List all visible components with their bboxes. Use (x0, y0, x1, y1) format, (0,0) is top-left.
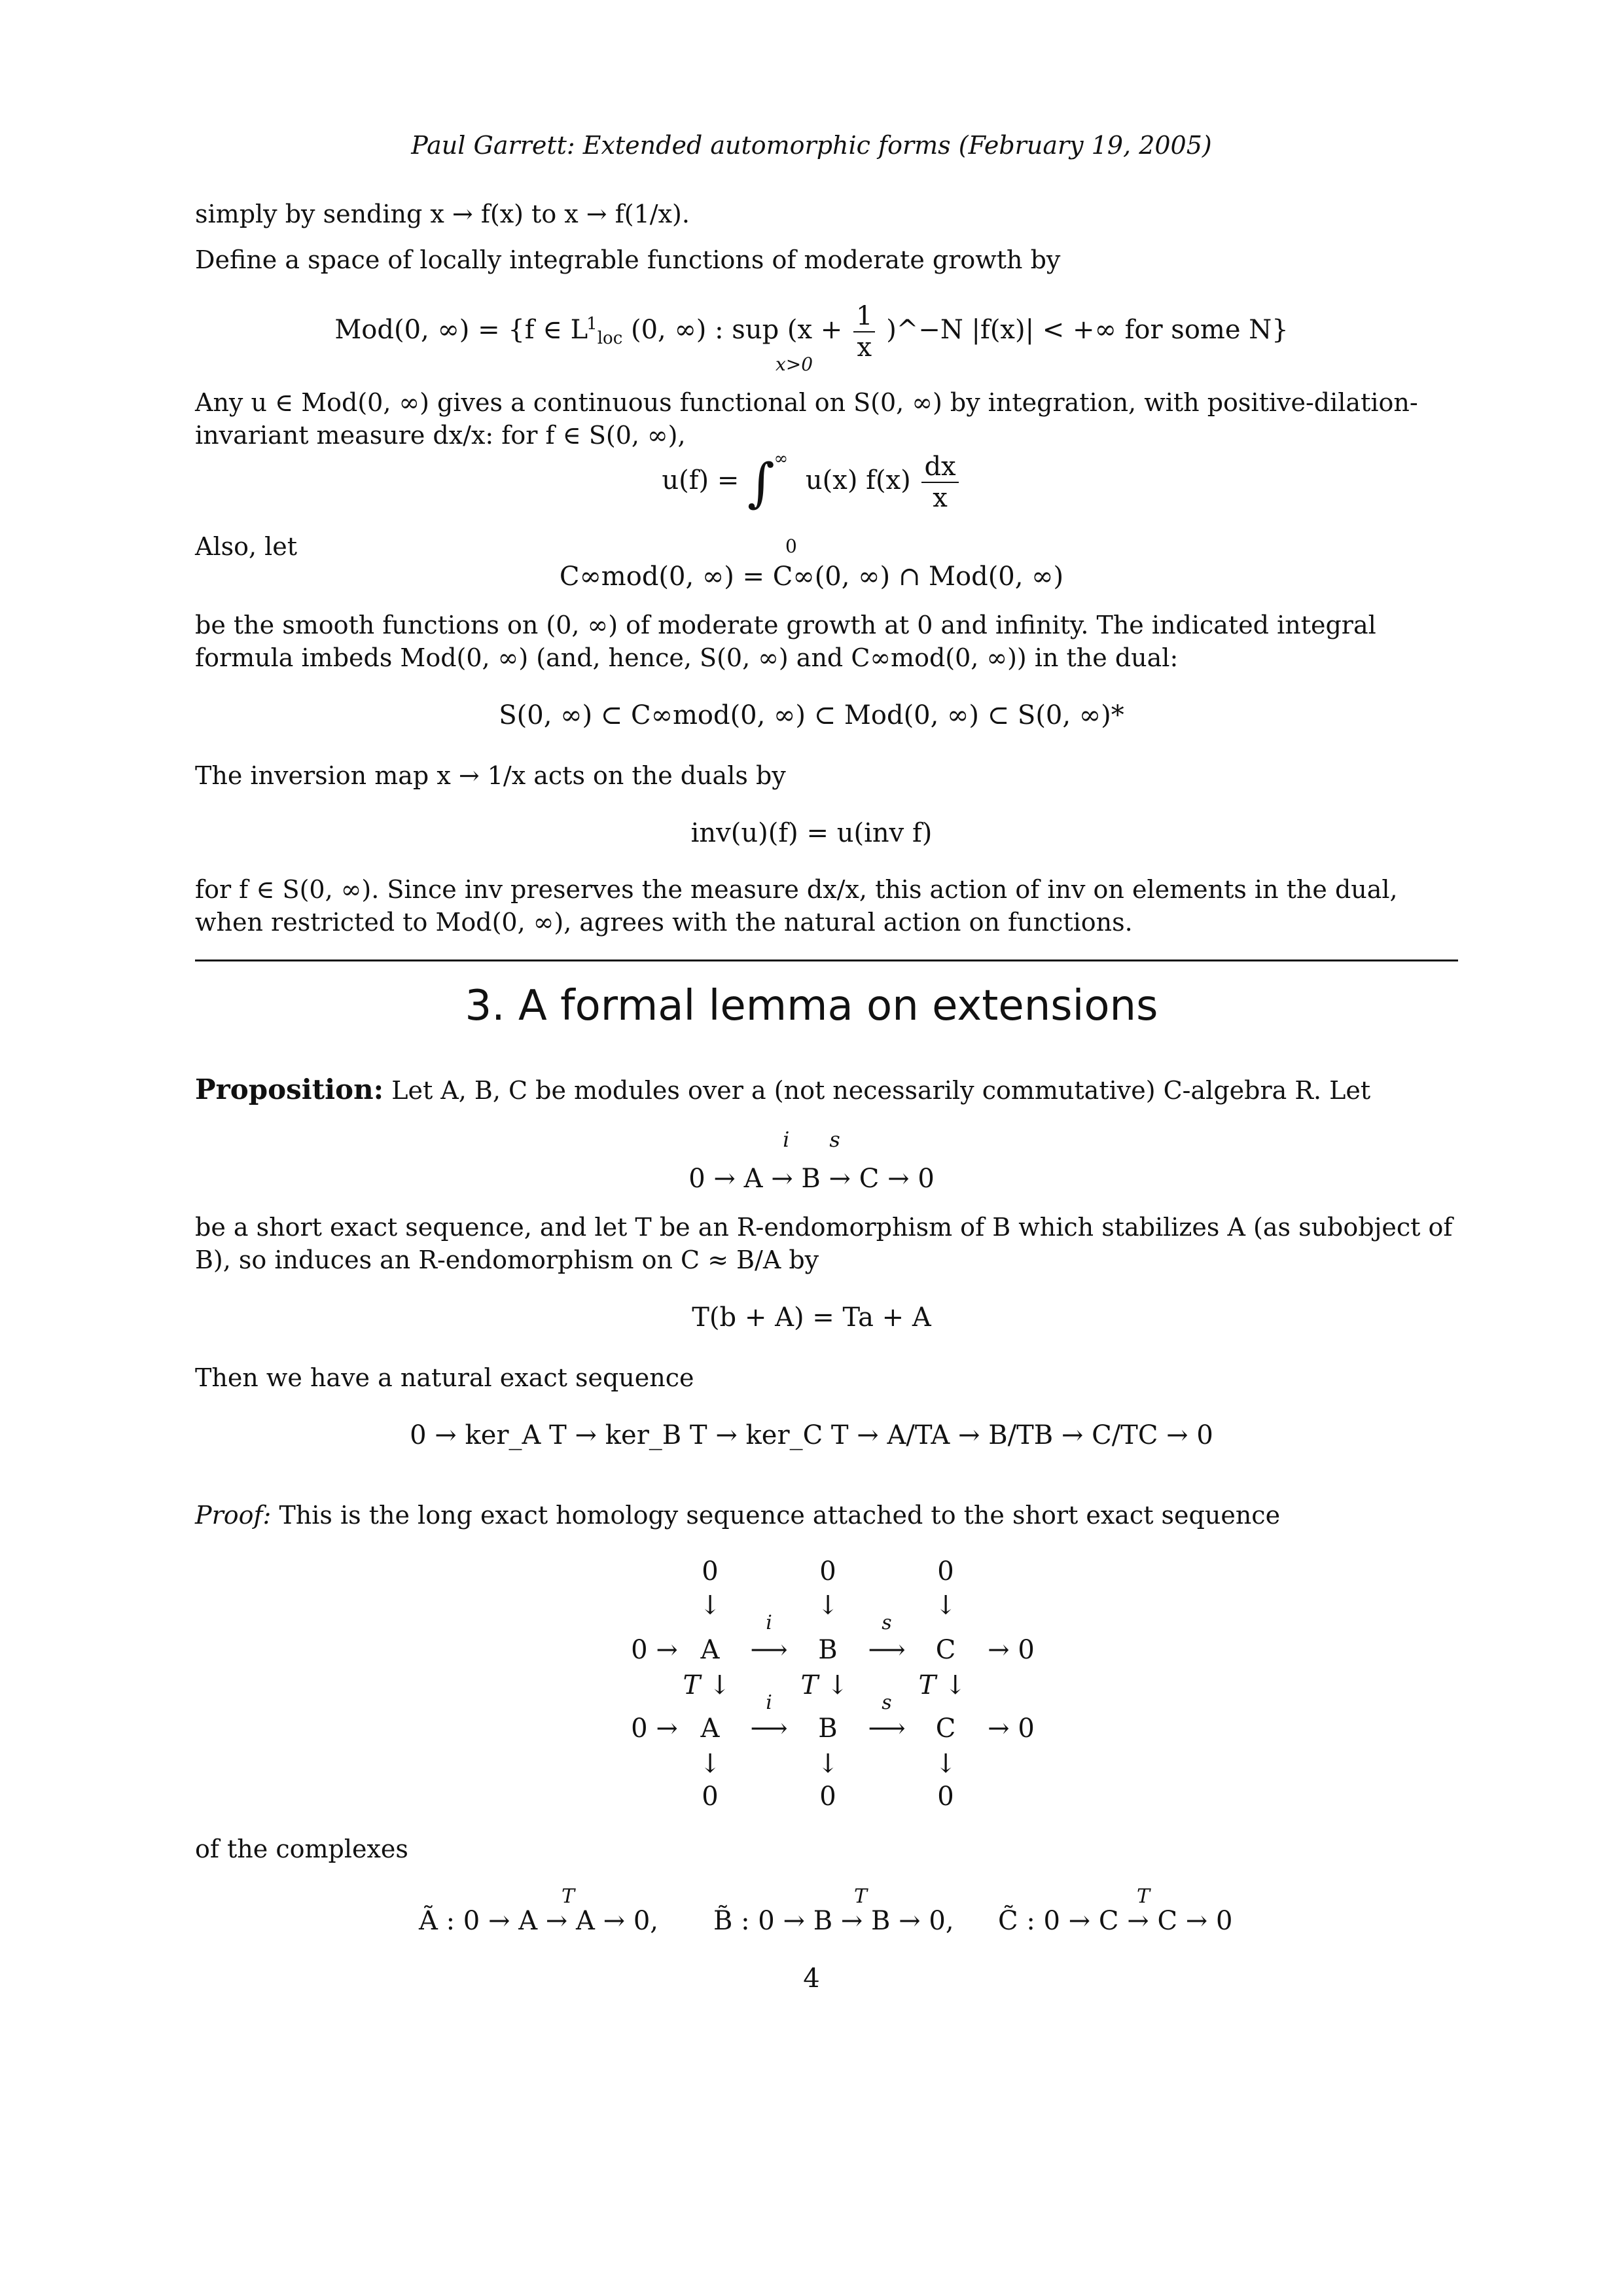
eq-mod-sup-subscript: x>0 (776, 353, 813, 375)
diagram-label-i: i (766, 1691, 772, 1714)
diagram-B: B (818, 1635, 838, 1665)
diagram-T-down: T ↓ (918, 1670, 967, 1700)
equation-T-action: T(b + A) = Ta + A (692, 1302, 931, 1333)
paragraph-7: for f ∈ S(0, ∞). Since inv preserves the measure dx/x, this action of inv on elements in the dual, when restricted to Mod(0, ∞), agrees with the natural action on functions. (195, 875, 1398, 937)
proposition-label: Proposition: (195, 1073, 384, 1105)
diagram-arrow-i: ⟶ (750, 1713, 788, 1744)
page-number: 4 (803, 1964, 820, 1994)
diagram-zero-bottom-b: 0 (819, 1782, 836, 1812)
diagram-row2-left: 0 → (631, 1713, 678, 1744)
diagram-C: C (935, 1713, 956, 1744)
diagram-zero-bottom-a: 0 (702, 1782, 719, 1812)
proof-text: This is the long exact homology sequence attached to the short exact sequence (279, 1501, 1281, 1530)
paragraph-1: simply by sending x → f(x) to x → f(1/x). (195, 200, 690, 228)
complex-c: C̃ : 0 → C → C → 0 (998, 1906, 1233, 1936)
diagram-A: A (700, 1713, 720, 1744)
sequence-map-labels: i s (783, 1127, 840, 1152)
diagram-A: A (700, 1635, 720, 1665)
paragraph-4: Also, let (195, 532, 298, 561)
eq-mod-mid: (0, ∞) : sup (x + (630, 315, 843, 345)
eq-mod-loc: loc (597, 329, 623, 348)
paragraph-9: Then we have a natural exact sequence (195, 1363, 694, 1392)
equation-mod-definition: Mod(0, ∞) = {f ∈ $L^1_{loc}$ (0, ∞) : sup (x + $\frac{1}{x}$ )^−N |f(x)| < +∞ for some N} (334, 301, 1289, 363)
diagram-arrow-i: ⟶ (750, 1635, 788, 1665)
equation-inclusion-chain: S(0, ∞) ⊂ C∞mod(0, ∞) ⊂ Mod(0, ∞) ⊂ S(0, ∞)* (499, 700, 1124, 730)
section-title: 3. A formal lemma on extensions (465, 982, 1158, 1030)
diagram-down-arrow: ↓ (817, 1590, 839, 1621)
integral-lower-limit: 0 (785, 535, 797, 557)
paragraph-5: be the smooth functions on (0, ∞) of moderate growth at 0 and infinity. The indicated integral formula imbeds Mod(0, ∞) (and, hence, S(0, ∞) and C∞mod(0, ∞)) in the dual: (195, 611, 1376, 672)
complex-a-T-label: T (562, 1885, 575, 1908)
diagram-down-arrow: ↓ (935, 1590, 957, 1621)
equation-inversion: inv(u)(f) = u(inv f) (690, 818, 933, 848)
equation-integral: u(f) = ∫ ∞ u(x) f(x) $\frac{dx}{x}$ (0, 452, 1623, 513)
diagram-down-arrow: ↓ (699, 1590, 721, 1621)
diagram-T-down: T ↓ (683, 1670, 731, 1700)
paragraph-8: be a short exact sequence, and let T be an R-endomorphism of B which stabilizes A (as subobject of B), so induces an R-endomorphism on C ≈ B/A by (195, 1213, 1453, 1274)
diagram-down-arrow: ↓ (935, 1749, 957, 1779)
paragraph-6: The inversion map x → 1/x acts on the duals by (195, 761, 786, 790)
diagram-zero-bottom-c: 0 (937, 1782, 954, 1812)
diagram-row2-right: → 0 (988, 1713, 1035, 1744)
integral-sign: ∫ (747, 452, 775, 513)
diagram-label-s: s (882, 1611, 892, 1634)
diagram-arrow-s: ⟶ (868, 1713, 906, 1744)
paragraph-2: Define a space of locally integrable functions of moderate growth by (195, 245, 1061, 274)
diagram-zero-top-b: 0 (819, 1556, 836, 1587)
eq-mod-lhs: Mod(0, ∞) = {f ∈ L (334, 315, 588, 345)
proof-label: Proof: (195, 1501, 272, 1530)
diagram-zero-top-a: 0 (702, 1556, 719, 1587)
paragraph-10: of the complexes (195, 1835, 408, 1863)
diagram-arrow-s: ⟶ (868, 1635, 906, 1665)
running-header: Paul Garrett: Extended automorphic forms (February 19, 2005) (411, 131, 1212, 160)
equation-cmod: C∞mod(0, ∞) = C∞(0, ∞) ∩ Mod(0, ∞) (559, 562, 1064, 592)
proposition (195, 1073, 1458, 1107)
diagram-down-arrow: ↓ (699, 1749, 721, 1779)
short-exact-sequence: 0 → A → B → C → 0 (688, 1164, 935, 1194)
diagram-C: C (935, 1635, 956, 1665)
diagram-down-arrow: ↓ (817, 1749, 839, 1779)
section-divider (195, 960, 1458, 961)
complex-b-T-label: T (854, 1885, 868, 1908)
diagram-label-i: i (766, 1611, 772, 1634)
proposition-text: Let A, B, C be modules over a (not necessarily commutative) C-algebra R. Let (391, 1076, 1371, 1105)
diagram-zero-top-c: 0 (937, 1556, 954, 1587)
paragraph-3: Any u ∈ Mod(0, ∞) gives a continuous functional on S(0, ∞) by integration, with positive-dilation-invariant measure dx/x: for f ∈ S(0, ∞), (195, 388, 1418, 450)
diagram-T-down: T ↓ (800, 1670, 849, 1700)
eq-mod-rhs: )^−N |f(x)| < +∞ for some N} (886, 315, 1289, 345)
long-exact-sequence: 0 → ker_A T → ker_B T → ker_C T → A/TA → B/TB → C/TC → 0 (410, 1420, 1213, 1450)
proof (195, 1499, 1458, 1532)
diagram-row1-right: → 0 (988, 1635, 1035, 1665)
complex-a: Ã : 0 → A → A → 0, (419, 1906, 659, 1936)
diagram-B: B (818, 1713, 838, 1744)
integral-fraction: $\frac{dx}{x}$ (921, 452, 958, 513)
diagram-row1-left: 0 → (631, 1635, 678, 1665)
complex-b: B̃ : 0 → B → B → 0, (713, 1906, 954, 1936)
diagram-label-s: s (882, 1691, 892, 1714)
eq-mod-fraction: $\frac{1}{x}$ (853, 301, 875, 363)
complex-c-T-label: T (1137, 1885, 1150, 1908)
